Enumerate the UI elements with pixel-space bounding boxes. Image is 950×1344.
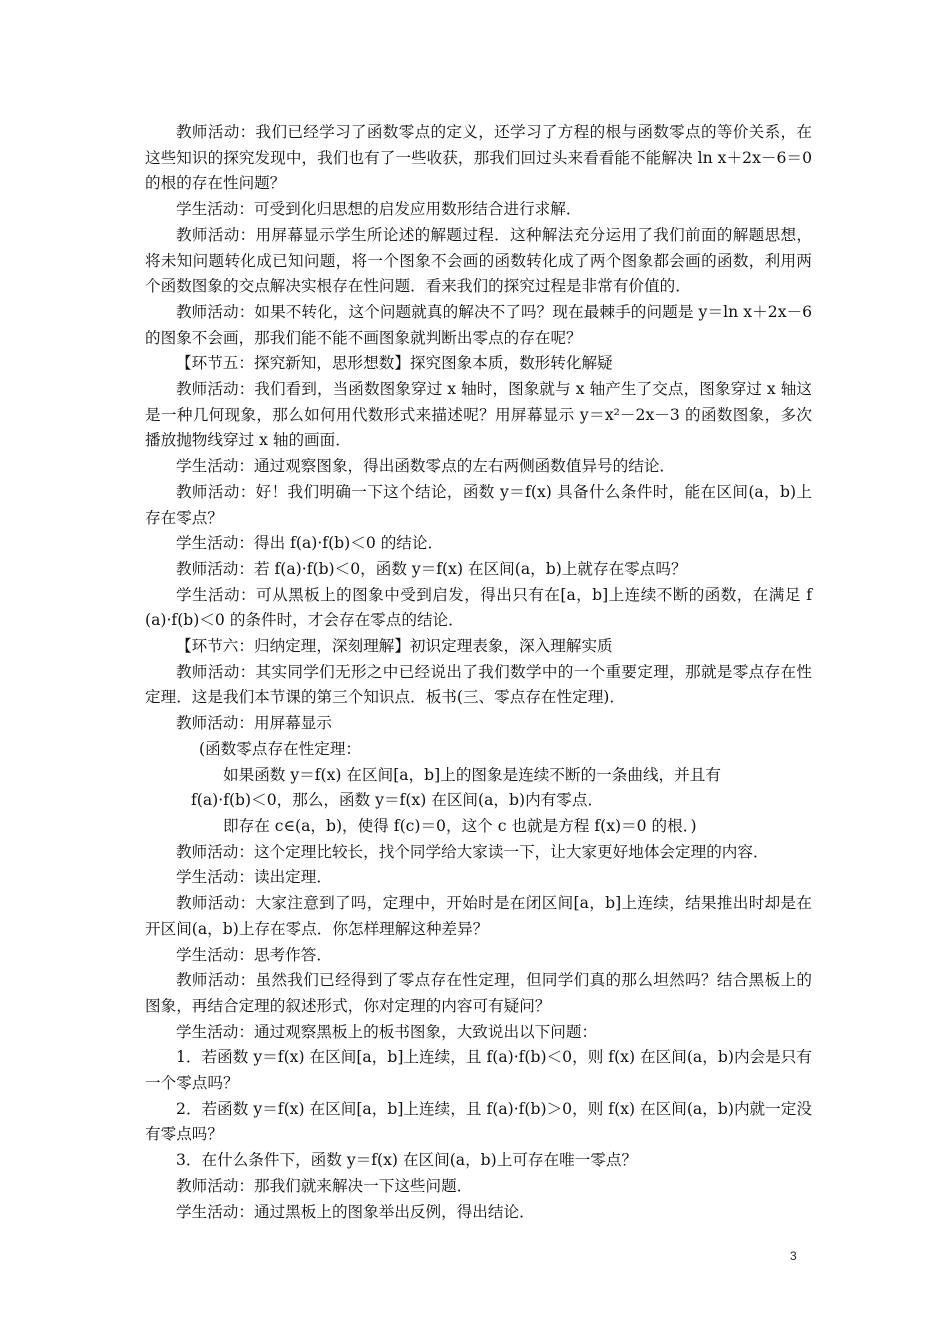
paragraph: 教师活动：大家注意到了吗，定理中，开始时是在闭区间[a，b]上连续，结果推出时却是在开区间(a，b)上存在零点．你怎样理解这种差异？ — [145, 894, 812, 938]
paragraph: 学生活动：通过黑板上的图象举出反例，得出结论． — [176, 1202, 535, 1221]
paragraph: 教师活动：其实同学们无形之中已经说出了我们数学中的一个重要定理，那就是零点存在性定理．这是我们本节课的第三个知识点．板书(三、零点存在性定理)． — [145, 662, 812, 707]
question-item: 3．在什么条件下，函数 y＝f(x) 在区间(a，b)上可存在唯一零点？ — [176, 1151, 638, 1170]
paragraph: 学生活动：可从黑板上的图象中受到启发，得出只有在[a，b]上连续不断的函数，在满足 f(a)·f(b)＜0 的条件时，才会存在零点的结论． — [145, 585, 812, 630]
question-item: 1．若函数 y＝f(x) 在区间[a，b]上连续，且 f(a)·f(b)＜0，则 f(x) 在区间(a，b)内会是只有一个零点吗？ — [145, 1048, 812, 1093]
paragraph: 教师活动：我们已经学习了函数零点的定义，还学习了方程的根与函数零点的等价关系，在这些知识的探究发现中，我们也有了一些收获，那我们回过头来看看能不能解决 ln x＋2x－6＝0 的根的存在性问题？ — [145, 123, 812, 193]
paragraph: 学生活动：可受到化归思想的启发应用数形结合进行求解． — [176, 200, 582, 219]
paragraph: 教师活动：如果不转化，这个问题就真的解决不了吗？现在最棘手的问题是 y＝ln x＋2x－6 的图象不会画，那我们能不能不画图象就判断出零点的存在呢？ — [145, 302, 812, 347]
paragraph: 教师活动：若 f(a)·f(b)＜0，函数 y＝f(x) 在区间(a，b)上就存在零点吗？ — [176, 559, 687, 578]
paragraph: 教师活动：这个定理比较长，找个同学给大家读一下，让大家更好地体会定理的内容． — [176, 842, 769, 861]
theorem-line: 即存在 c∈(a，b)，使得 f(c)＝0，这个 c 也就是方程 f(x)＝0 的根．) — [223, 816, 697, 835]
paragraph: 学生活动：读出定理． — [176, 868, 332, 887]
paragraph: 教师活动：用屏幕显示学生所论述的解题过程．这种解法充分运用了我们前面的解题思想，将未知问题转化成已知问题，将一个图象不会画的函数转化成了两个图象都会画的函数，利用两个函数图象的交点解决实根存在性问题．看来我们的探究过程是非常有价值的． — [145, 225, 812, 296]
paragraph: 教师活动：虽然我们已经得到了零点存在性定理，但同学们真的那么坦然吗？结合黑板上的图象，再结合定理的叙述形式，你对定理的内容可有疑问？ — [145, 971, 812, 1015]
paragraph: 学生活动：得出 f(a)·f(b)＜0 的结论． — [176, 534, 444, 553]
theorem-block — [145, 737, 812, 840]
document-body — [145, 120, 812, 1225]
paragraph: 教师活动：好！我们明确一下这个结论，函数 y＝f(x) 具备什么条件时，能在区间(a，b)上存在零点？ — [145, 482, 812, 527]
paragraph: 教师活动：我们看到，当函数图象穿过 x 轴时，图象就与 x 轴产生了交点，图象穿过 x 轴这是一种几何现象，那么如何用代数形式来描述呢？用屏幕显示 y＝x²－2x－3 的函数图象，多次播放抛物线穿过 x 轴的画面． — [145, 380, 812, 450]
section-heading: 【环节五：探究新知，思形想数】探究图象本质，数形转化解疑 — [176, 354, 613, 373]
paragraph: 教师活动：用屏幕显示 — [176, 714, 332, 733]
theorem-line: f(a)·f(b)＜0，那么，函数 y＝f(x) 在区间(a，b)内有零点． — [191, 791, 604, 810]
paragraph: 学生活动：思考作答． — [176, 945, 332, 964]
page-number: 3 — [790, 1249, 797, 1263]
section-heading: 【环节六：归纳定理，深刻理解】初识定理表象，深入理解实质 — [176, 637, 613, 656]
theorem-line: 如果函数 y＝f(x) 在区间[a，b]上的图象是连续不断的一条曲线，并且有 — [223, 765, 721, 784]
paragraph: 教师活动：那我们就来解决一下这些问题． — [176, 1176, 473, 1195]
paragraph: 学生活动：通过观察图象，得出函数零点的左右两侧函数值异号的结论． — [176, 457, 676, 476]
paragraph: 学生活动：通过观察黑板上的板书图象，大致说出以下问题： — [176, 1022, 598, 1041]
theorem-title: (函数零点存在性定理： — [199, 739, 362, 758]
question-item: 2．若函数 y＝f(x) 在区间[a，b]上连续，且 f(a)·f(b)＞0，则 f(x) 在区间(a，b)内就一定没有零点吗？ — [145, 1099, 812, 1144]
